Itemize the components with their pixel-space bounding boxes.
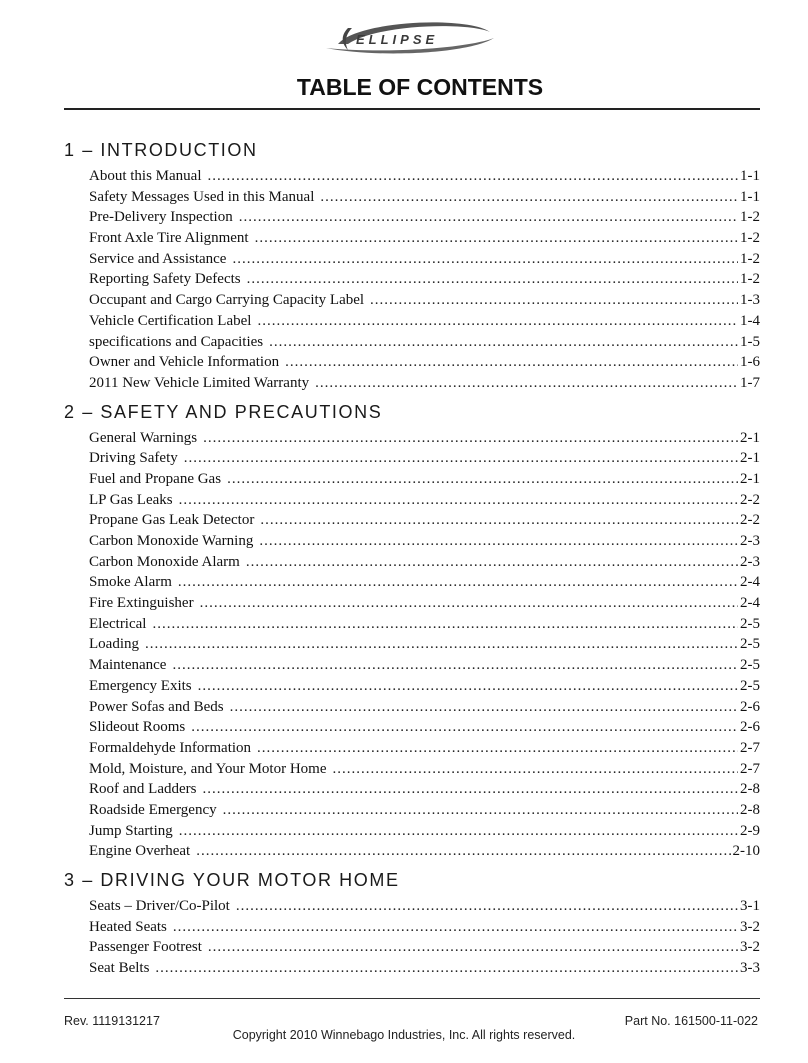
dot-leader <box>203 428 738 449</box>
dot-leader <box>198 676 738 697</box>
toc-entry-title: Roadside Emergency <box>89 801 217 818</box>
toc-entry-title: Front Axle Tire Alignment <box>89 230 249 247</box>
dot-leader <box>285 352 738 373</box>
dot-leader <box>257 311 738 332</box>
toc-entry[interactable] <box>64 290 760 311</box>
toc-entry[interactable] <box>64 469 760 490</box>
toc-entry-title: About this Manual <box>89 168 202 184</box>
toc-entry-page: 2-1 <box>740 470 760 487</box>
toc-entry[interactable] <box>64 373 760 394</box>
dot-leader <box>179 490 738 511</box>
toc-entry[interactable] <box>64 821 760 842</box>
dot-leader <box>255 228 738 249</box>
toc-entry-page: 1-4 <box>740 312 760 329</box>
toc-entry[interactable] <box>64 759 760 780</box>
toc-entry-page: 2-2 <box>740 491 760 508</box>
section-entries <box>64 896 760 979</box>
dot-leader <box>246 552 738 573</box>
toc-entry-page: 3-2 <box>740 939 760 956</box>
dot-leader <box>179 821 738 842</box>
dot-leader <box>191 717 738 738</box>
toc-entry-page: 2-5 <box>740 677 760 694</box>
toc-entry-page: 1-1 <box>740 168 760 184</box>
toc-entry-page: 3-2 <box>740 918 760 935</box>
toc-entry-page: 2-7 <box>740 760 760 777</box>
toc-entry-page: 2-6 <box>740 698 760 715</box>
toc-entry[interactable] <box>64 448 760 469</box>
dot-leader <box>232 249 738 270</box>
toc-entry[interactable] <box>64 779 760 800</box>
dot-leader <box>202 779 738 800</box>
toc-entry-page: 1-2 <box>740 209 760 226</box>
toc-entry[interactable] <box>64 311 760 332</box>
dot-leader <box>315 373 738 394</box>
toc-entry-title: Vehicle Certification Label <box>89 312 252 329</box>
toc-entry-title: Carbon Monoxide Alarm <box>89 553 240 570</box>
dot-leader <box>227 469 738 490</box>
toc-entry-title: specifications and Capacities <box>89 333 264 350</box>
toc-entry-page: 2-7 <box>740 739 760 756</box>
toc-entry-page: 2-5 <box>740 636 760 653</box>
toc-entry[interactable] <box>64 249 760 270</box>
toc-entry-title: Occupant and Cargo Carrying Capacity Label <box>89 292 365 309</box>
toc-entry-title: General Warnings <box>89 429 198 446</box>
toc-entry-title: Formaldehyde Information <box>89 739 252 756</box>
toc-entry[interactable] <box>64 800 760 821</box>
toc-entry-page: 2-1 <box>740 429 760 446</box>
dot-leader <box>173 917 738 938</box>
toc-entry-title: Electrical <box>89 615 147 632</box>
toc-entry[interactable] <box>64 614 760 635</box>
toc-entry[interactable] <box>64 896 760 917</box>
toc-entry-title: Smoke Alarm <box>89 574 172 591</box>
dot-leader <box>257 738 738 759</box>
toc-entry[interactable] <box>64 428 760 449</box>
dot-leader <box>260 510 738 531</box>
toc-entry-page: 2-4 <box>740 595 760 612</box>
toc-entry-page: 1-3 <box>740 292 760 309</box>
dot-leader <box>155 958 738 979</box>
toc-entry[interactable] <box>64 593 760 614</box>
toc-entry-title: Fire Extinguisher <box>89 595 194 612</box>
toc-entry-page: 2-9 <box>740 822 760 839</box>
toc-entry-page: 1-2 <box>740 271 760 288</box>
dot-leader <box>333 759 738 780</box>
toc-entry-title: Seat Belts <box>89 960 150 977</box>
toc-entry-title: Engine Overheat <box>89 843 191 860</box>
toc-entry[interactable] <box>64 187 760 208</box>
dot-leader <box>200 593 738 614</box>
toc-entry[interactable] <box>64 738 760 759</box>
copyright-notice: Copyright 2010 Winnebago Industries, Inc. All rights reserved. <box>232 1028 576 1042</box>
section-heading: 1 – INTRODUCTION <box>64 140 258 160</box>
toc-entry-title: Loading <box>89 636 139 653</box>
part-number: Part No. 161500-11-022 <box>624 1014 758 1028</box>
toc-entry-title: Carbon Monoxide Warning <box>89 533 254 549</box>
toc-entry[interactable] <box>64 207 760 228</box>
toc-entry-title: Safety Messages Used in this Manual <box>89 188 315 205</box>
toc-entry-title: Reporting Safety Defects <box>89 271 241 288</box>
toc-entry[interactable] <box>64 166 760 187</box>
toc-entry-title: Driving Safety <box>89 450 178 467</box>
dot-leader <box>208 166 739 187</box>
dot-leader <box>230 697 738 718</box>
dot-leader <box>223 800 738 821</box>
toc-entry-page: 2-3 <box>740 553 760 570</box>
toc-entry-title: LP Gas Leaks <box>89 491 173 508</box>
toc-entry-title: Pre-Delivery Inspection <box>89 209 233 226</box>
toc-entry-page: 2-5 <box>740 657 760 674</box>
toc-entry-page: 2-6 <box>740 719 760 736</box>
dot-leader <box>259 531 738 552</box>
dot-leader <box>269 332 738 353</box>
table-of-contents <box>64 136 760 983</box>
bottom-divider <box>64 998 760 999</box>
toc-entry-title: Power Sofas and Beds <box>89 698 224 715</box>
toc-entry[interactable] <box>64 490 760 511</box>
toc-entry-page: 2-8 <box>740 781 760 798</box>
toc-entry-page: 3-3 <box>740 960 760 977</box>
toc-entry[interactable] <box>64 958 760 979</box>
toc-entry-page: 2-2 <box>740 512 760 529</box>
page-title: TABLE OF CONTENTS <box>296 74 544 100</box>
toc-entry-title: Roof and Ladders <box>89 781 197 798</box>
section-heading: 3 – DRIVING YOUR MOTOR HOME <box>64 870 400 890</box>
toc-entry[interactable] <box>64 572 760 593</box>
toc-entry[interactable] <box>64 697 760 718</box>
dot-leader <box>178 572 738 593</box>
toc-entry[interactable] <box>64 676 760 697</box>
toc-entry-page: 2-5 <box>740 615 760 632</box>
toc-entry[interactable] <box>64 717 760 738</box>
toc-entry[interactable] <box>64 655 760 676</box>
toc-entry-title: Fuel and Propane Gas <box>89 470 222 487</box>
revision-number: Rev. 1119131217 <box>64 1014 160 1028</box>
toc-entry[interactable] <box>64 332 760 353</box>
toc-entry[interactable] <box>64 634 760 655</box>
ellipse-logo-icon <box>318 14 498 60</box>
toc-entry-page: 2-10 <box>732 843 760 860</box>
toc-entry-title: Seats – Driver/Co-Pilot <box>89 898 230 914</box>
toc-entry[interactable] <box>64 352 760 373</box>
toc-entry[interactable] <box>64 841 760 862</box>
dot-leader <box>172 655 738 676</box>
toc-entry[interactable] <box>64 269 760 290</box>
toc-entry-title: Jump Starting <box>89 822 173 839</box>
toc-entry-page: 1-6 <box>740 354 760 371</box>
top-divider <box>64 108 760 110</box>
toc-entry-page: 1-2 <box>740 250 760 267</box>
toc-entry-page: 2-3 <box>740 533 760 549</box>
section-heading: 2 – SAFETY AND PRECAUTIONS <box>64 401 383 422</box>
toc-entry[interactable] <box>64 937 760 958</box>
toc-entry-title: Maintenance <box>89 657 167 674</box>
section-entries <box>64 166 760 394</box>
logo-text: ELLIPSE <box>356 32 439 47</box>
dot-leader <box>370 290 738 311</box>
toc-entry-page: 2-8 <box>740 801 760 818</box>
toc-entry-title: Slideout Rooms <box>89 719 186 736</box>
dot-leader <box>236 896 738 917</box>
toc-entry[interactable] <box>64 917 760 938</box>
toc-entry[interactable] <box>64 510 760 531</box>
section-entries <box>64 428 760 862</box>
toc-entry-title: Passenger Footrest <box>89 939 202 956</box>
toc-entry-title: Propane Gas Leak Detector <box>89 512 255 529</box>
dot-leader <box>184 448 738 469</box>
dot-leader <box>196 841 730 862</box>
toc-entry-page: 1-7 <box>740 374 760 391</box>
toc-entry-title: Owner and Vehicle Information <box>89 354 280 371</box>
toc-entry-page: 3-1 <box>740 898 760 914</box>
ellipse-logo <box>318 14 498 60</box>
dot-leader <box>152 614 738 635</box>
toc-entry-page: 1-2 <box>740 230 760 247</box>
toc-entry-page: 1-1 <box>740 188 760 205</box>
toc-entry-title: Mold, Moisture, and Your Motor Home <box>89 760 327 777</box>
dot-leader <box>239 207 738 228</box>
toc-entry[interactable] <box>64 228 760 249</box>
toc-entry-title: 2011 New Vehicle Limited Warranty <box>89 374 310 391</box>
toc-entry-page: 2-4 <box>740 574 760 591</box>
toc-entry-title: Emergency Exits <box>89 677 192 694</box>
toc-entry[interactable] <box>64 552 760 573</box>
dot-leader <box>247 269 738 290</box>
dot-leader <box>208 937 738 958</box>
toc-entry-page: 1-5 <box>740 333 760 350</box>
toc-entry-page: 2-1 <box>740 450 760 467</box>
toc-entry-title: Service and Assistance <box>89 250 227 267</box>
dot-leader <box>145 634 738 655</box>
toc-entry[interactable] <box>64 531 760 552</box>
toc-entry-title: Heated Seats <box>89 918 167 935</box>
dot-leader <box>320 187 738 208</box>
